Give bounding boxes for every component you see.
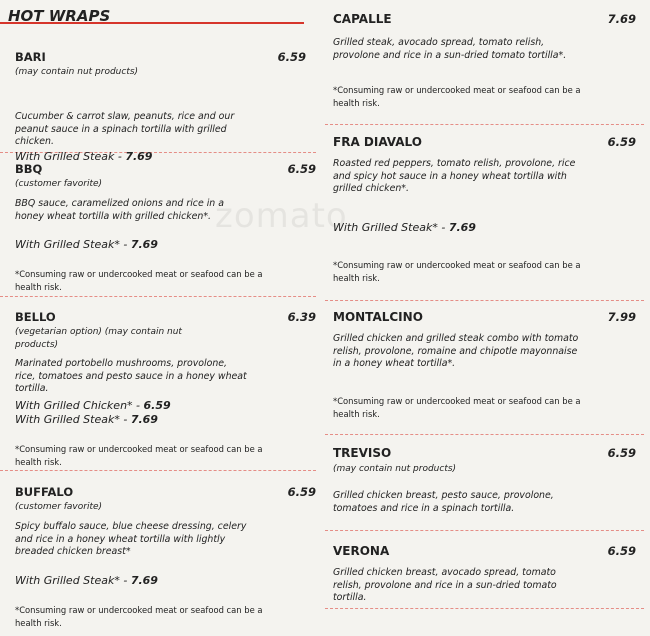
- item-addon: With Grilled Chicken* - 6.59: [15, 399, 171, 412]
- item-name: FRA DIAVALO: [333, 135, 422, 149]
- item-description: BBQ sauce, caramelized onions and rice in a honey wheat tortilla with grilled chicken*.: [15, 198, 224, 222]
- item-name: BBQ: [15, 162, 43, 176]
- menu-item-fra-diavalo: [325, 124, 644, 301]
- item-price: 6.59: [607, 135, 636, 149]
- item-description: Marinated portobello mushrooms, provolone, rice, tomatoes and pesto sauce in a honey wheat tortilla.: [15, 358, 247, 394]
- item-description: Spicy buffalo sauce, blue cheese dressing, celery and rice in a honey wheat tortilla with lightly breaded chicken breast*: [15, 521, 247, 557]
- menu-item-bello: [0, 302, 316, 471]
- menu-item-bbq: [0, 154, 316, 297]
- item-tag: (vegetarian option) (may contain nut products): [15, 327, 182, 350]
- item-price: 6.59: [277, 50, 306, 64]
- item-price: 7.69: [607, 12, 636, 26]
- item-note: *Consuming raw or undercooked meat or seafood can be a health risk.: [333, 85, 581, 108]
- menu-item-treviso: [325, 434, 644, 531]
- item-name: BELLO: [15, 310, 56, 324]
- item-description: Cucumber & carrot slaw, peanuts, rice and our peanut sauce in a spinach tortilla with grilled chicken.: [15, 111, 235, 147]
- watermark: zomato: [215, 196, 348, 236]
- item-addon: With Grilled Steak* - 7.69: [15, 238, 158, 251]
- menu-item-capalle: [325, 0, 644, 125]
- menu-item-montalcino: [325, 300, 644, 435]
- menu-item-verona: [325, 530, 644, 609]
- item-addon: With Grilled Steak* - 7.69: [15, 413, 158, 426]
- item-tag: (customer favorite): [15, 179, 103, 189]
- item-description: Grilled chicken breast, avocado spread, tomato relish, provolone and rice in a sun-dried tomato tortilla.: [333, 567, 557, 603]
- item-addon: With Grilled Steak - 7.69: [15, 150, 153, 163]
- item-price: 6.59: [607, 544, 636, 558]
- item-note: *Consuming raw or undercooked meat or seafood can be a health risk.: [333, 260, 581, 283]
- item-name: MONTALCINO: [333, 310, 423, 324]
- menu-item-bari: [0, 24, 316, 163]
- item-description: Grilled chicken breast, pesto sauce, provolone, tomatoes and rice in a spinach tortilla.: [333, 490, 554, 514]
- item-name: BUFFALO: [15, 485, 74, 499]
- item-name: TREVISO: [333, 446, 392, 460]
- item-price: 6.39: [287, 310, 316, 324]
- item-description: Grilled steak, avocado spread, tomato relish, provolone and rice in a sun-dried tomato tortilla*.: [333, 37, 567, 61]
- item-note: *Consuming raw or undercooked meat or seafood can be a health risk.: [15, 605, 263, 628]
- item-description: Roasted red peppers, tomato relish, provolone, rice and spicy hot sauce in a honey wheat tortilla with grilled chicken*.: [333, 158, 576, 194]
- item-tag: (may contain nut products): [333, 464, 457, 474]
- item-addon: With Grilled Steak* - 7.69: [15, 574, 158, 587]
- item-name: BARI: [15, 50, 46, 64]
- item-note: *Consuming raw or undercooked meat or seafood can be a health risk.: [15, 269, 263, 292]
- item-price: 6.59: [607, 446, 636, 460]
- item-tag: (customer favorite): [15, 502, 103, 512]
- item-price: 7.99: [607, 310, 636, 324]
- item-addon: With Grilled Steak* - 7.69: [333, 221, 476, 234]
- item-description: Grilled chicken and grilled steak combo with tomato relish, provolone, romaine and chipotle mayonnaise in a honey wheat tortilla*.: [333, 333, 579, 369]
- menu-item-buffalo: [0, 476, 316, 636]
- item-note: *Consuming raw or undercooked meat or seafood can be a health risk.: [15, 444, 263, 467]
- section-title: HOT WRAPS: [0, 0, 304, 24]
- item-price: 6.59: [287, 162, 316, 176]
- item-price: 6.59: [287, 485, 316, 499]
- item-name: CAPALLE: [333, 12, 392, 26]
- item-tag: (may contain nut products): [15, 67, 139, 77]
- item-note: *Consuming raw or undercooked meat or seafood can be a health risk.: [333, 396, 581, 419]
- item-name: VERONA: [333, 544, 390, 558]
